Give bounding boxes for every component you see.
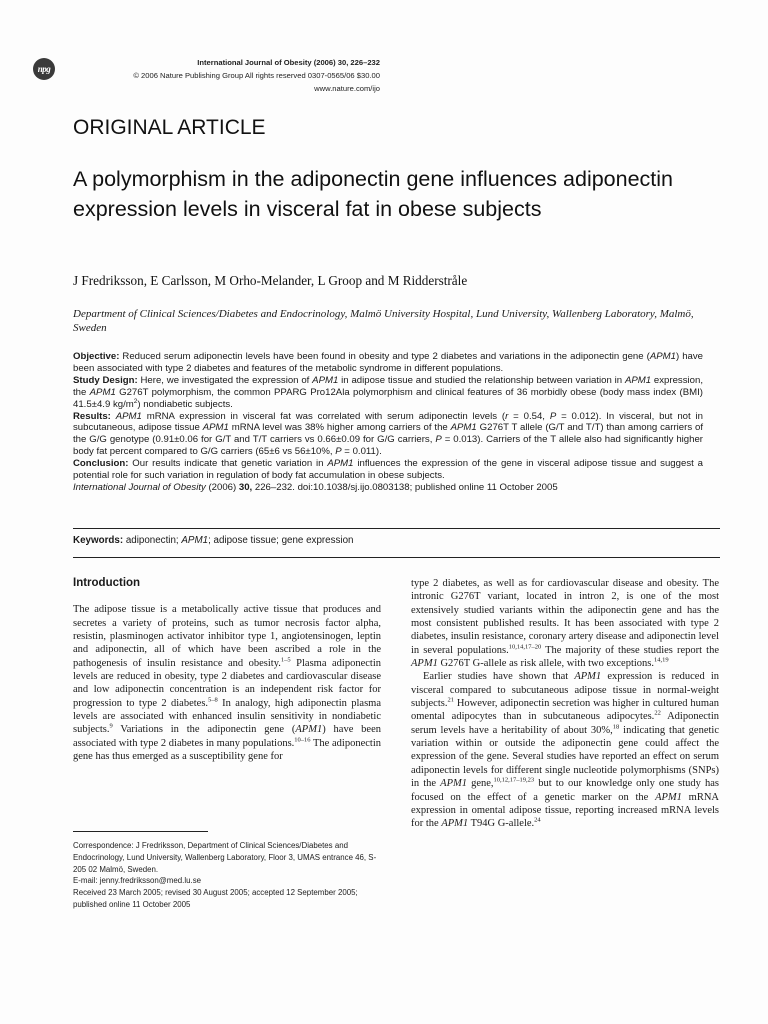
affiliation: Department of Clinical Sciences/Diabetes and Endocrinology, Malmö University Hospital, Lund University, Wallenberg Laboratory, Malmö, Sweden [73,308,694,334]
author-list: J Fredriksson, E Carlsson, M Orho-Melander, L Groop and M Ridderstråle [73,273,468,288]
abstract-citation: International Journal of Obesity (2006) 30, 226–232. doi:10.1038/sj.ijo.0803138; published online 11 October 2005 [73,481,558,493]
abstract-study-design: Study Design: Here, we investigated the expression of APM1 in adipose tissue and studied the relationship between variation in APM1 expression, the APM1 G276T polymorphism, the common PPARG Pro12Ala polymorphism and clinical features of 36 morbidly obese (body mass index (BMI) 41.5±4.9 $kg/m^2$) nondiabetic subjects. [73,374,703,410]
left-column [73,577,381,763]
keywords-divider [73,557,720,558]
received-dates: Received 23 March 2005; revised 30 August 2005; accepted 12 September 2005; published online 11 October 2005 [73,888,358,909]
journal-citation: International Journal of Obesity (2006) 30, 226–232 [197,58,380,67]
journal-header [0,56,380,95]
journal-url[interactable]: www.nature.com/ijo [314,84,380,93]
abstract [73,351,703,494]
abstract-objective: Objective: Reduced serum adiponectin levels have been found in obesity and type 2 diabetes and variations in the adiponectin gene (APM1) have been associated with type 2 diabetes and features of the metabolic syndrome in different populations. [73,351,703,374]
introduction-heading: Introduction [73,577,141,589]
correspondence-footnote [73,840,383,911]
copyright-line: © 2006 Nature Publishing Group All rights reserved 0307-0565/06 $30.00 [133,71,380,80]
intro-paragraph-1-cont: type 2 diabetes, as well as for cardiovascular disease and obesity. The intronic G276T variant, located in intron 2, is one of the most extensively studied variants within the adiponectin gene and has the most consistent published results. It has been associated with type 2 diabetes, insulin resistance, coronary artery disease and adiponectin level in several populations.$^{10,14,17-20}$ The majority of these studies report the APM1 G276T G-allele as risk allele, with two exceptions.$^{14,19}$ [411,578,719,670]
abstract-results: Results: APM1 mRNA expression in visceral fat was correlated with serum adiponectin levels (r = 0.54, P = 0.012). In visceral, but not in subcutaneous, adipose tissue APM1 mRNA level was 38% higher among carriers of the APM1 G276T T allele (G/T and T/T) than among carriers of the G/G genotype (0.91±0.06 for G/T and T/T carriers vs 0.66±0.09 for G/G carriers, P = 0.013). Carriers of the T allele also had significantly higher body fat percent compared to G/G carriers (65±6 vs 56±10%, P = 0.011). [73,410,703,458]
intro-paragraph-2: Earlier studies have shown that APM1 expression is reduced in visceral compared to subcutaneous adipose tissue in normal-weight subjects.$^{21}$ However, adiponectin secretion was higher in cultured human omental adipocytes than in subcutaneous adipocytes.$^{22}$ Adiponectin serum levels have a heritability of about 30%,$^{18}$ indicating that genetic variation within or outside the adiponectin gene could affect the expression of the gene. Several studies have reported an effect on serum adiponectin levels for different single nucleotide polymorphisms (SNPs) in the APM1 gene,$^{10,12,17-19,23}$ but to our knowledge only one study has focused on the effect of a genetic marker on the APM1 mRNA expression in omental adipose tissue, reporting increased mRNA levels for the APM1 T94G G-allele.$^{24}$ [411,671,720,830]
correspondence-address: Correspondence: J Fredriksson, Department of Clinical Sciences/Diabetes and Endocrinology, Lund University, Wallenberg Laboratory, Floor 3, UMAS entrance 46, S-205 02 Malmö, Sweden. [73,841,377,874]
intro-paragraph-1: The adipose tissue is a metabolically active tissue that produces and secretes a variety of proteins, such as tumor necrosis factor alpha, resistin, plasminogen activator inhibitor type 1, angiotensinogen, leptin and adiponectin, all of which have been ascribed a role in the pathogenesis of insulin resistance and obesity.$^{1-5}$ Plasma adiponectin levels are reduced in obesity, type 2 diabetes and cardiovascular disease and low adiponectin concentration is an independent risk factor for progression to type 2 diabetes.$^{5-8}$ In analogy, high adiponectin plasma levels are associated with enhanced insulin sensitivity in nondiabetic subjects.$^9$ Variations in the adiponectin gene (APM1) have been associated with type 2 diabetes in many populations.$^{10-16}$ The adiponectin gene has thus emerged as a susceptibility gene for [73,604,382,763]
footnote-divider [73,831,208,832]
abstract-conclusion: Conclusion: Our results indicate that genetic variation in APM1 influences the expression of the gene in visceral adipose tissue and suggest a potential role for such variation in regulation of body fat accumulation in obese subjects. [73,458,703,482]
keywords: Keywords: adiponectin; APM1; adipose tissue; gene expression [73,535,354,546]
npg-logo: npg [33,58,55,80]
section-label: ORIGINAL ARTICLE [73,116,266,139]
right-column [411,577,719,831]
correspondence-email[interactable]: E-mail: jenny.fredriksson@med.lu.se [73,876,202,886]
abstract-divider [73,528,720,529]
article-title: A polymorphism in the adiponectin gene influences adiponectin expression levels in visceral fat in obese subjects [73,167,674,221]
